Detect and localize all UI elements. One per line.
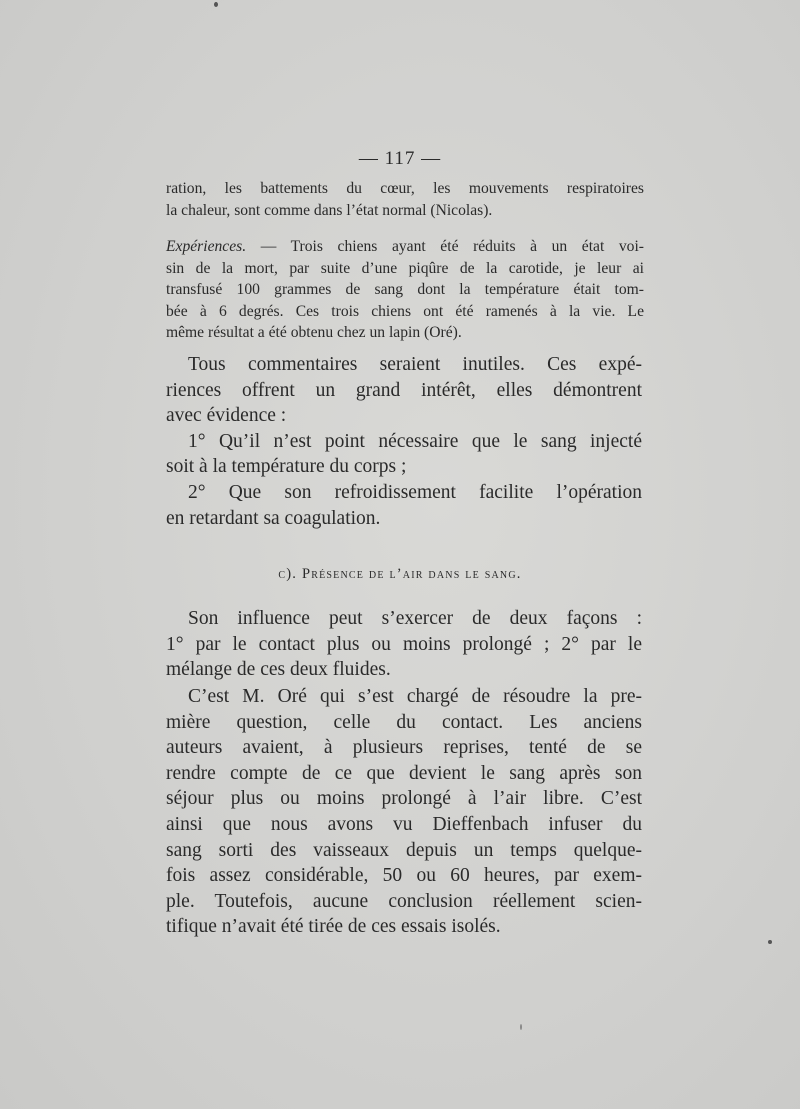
- comments-line: avec évidence :: [166, 405, 287, 427]
- experiences-first-line-text: — Trois chiens ayant été réduits à un état voi-: [260, 238, 644, 255]
- paper-speck: [520, 1024, 522, 1030]
- influence-line: mélange de ces deux fluides.: [166, 659, 391, 681]
- ore-line: sang sorti des vaisseaux depuis un temps quelque-: [166, 839, 642, 861]
- comments-line: soit à la température du corps ;: [166, 456, 407, 478]
- ore-line: ple. Toutefois, aucune conclusion réellement scien-: [166, 890, 642, 912]
- experiences-first-line: [166, 236, 644, 258]
- ore-line: séjour plus ou moins prolongé à l’air libre. C’est: [166, 788, 642, 810]
- ore-line: tifique n’avait été tirée de ces essais isolés.: [166, 916, 501, 938]
- ore-line: C’est M. Oré qui s’est chargé de résoudre la pre-: [188, 686, 642, 707]
- intro-line: ration, les battements du cœur, les mouvements respiratoires: [166, 180, 644, 197]
- paper-speck: [214, 2, 218, 7]
- ore-line: auteurs avaient, à plusieurs reprises, tenté de se: [166, 737, 642, 759]
- experiences-paragraph: [166, 236, 644, 344]
- page-number: — 117 —: [358, 148, 442, 169]
- influence-paragraph: [166, 606, 642, 683]
- ore-line: rendre compte de ce que devient le sang après son: [166, 762, 642, 784]
- comments-line: en retardant sa coagulation.: [166, 507, 381, 529]
- influence-line: 1° par le contact plus ou moins prolongé ; 2° par le: [166, 633, 642, 655]
- comments-paragraph: [166, 352, 642, 531]
- intro-paragraph: [166, 178, 644, 221]
- comments-line: riences offrent un grand intérêt, elles démontrent: [166, 379, 642, 401]
- ore-paragraph: [166, 684, 642, 940]
- comments-line: 2° Que son refroidissement facilite l’opération: [188, 481, 642, 503]
- experiences-line: même résultat a été obtenu chez un lapin (Oré).: [166, 324, 462, 341]
- experiences-line: sin de la mort, par suite d’une piqûre de la carotide, je leur ai: [166, 259, 644, 277]
- experiences-title: Expériences.: [166, 238, 247, 255]
- section-heading: c). Présence de l’air dans le sang.: [278, 566, 522, 582]
- comments-line: 1° Qu’il n’est point nécessaire que le sang injecté: [188, 430, 642, 452]
- ore-line: ainsi que nous avons vu Dieffenbach infuser du: [166, 813, 642, 835]
- experiences-line: bée à 6 degrés. Ces trois chiens ont été ramenés à la vie. Le: [166, 302, 644, 320]
- paper-speck: [768, 940, 772, 944]
- experiences-line: transfusé 100 grammes de sang dont la température était tom-: [166, 281, 644, 298]
- comments-line: Tous commentaires seraient inutiles. Ces expé-: [188, 354, 642, 375]
- intro-line: la chaleur, sont comme dans l’état normal (Nicolas).: [166, 201, 493, 219]
- ore-line: mière question, celle du contact. Les anciens: [166, 711, 642, 733]
- ore-line: fois assez considérable, 50 ou 60 heures, par exem-: [166, 865, 642, 887]
- influence-line: Son influence peut s’exercer de deux façons :: [188, 608, 642, 629]
